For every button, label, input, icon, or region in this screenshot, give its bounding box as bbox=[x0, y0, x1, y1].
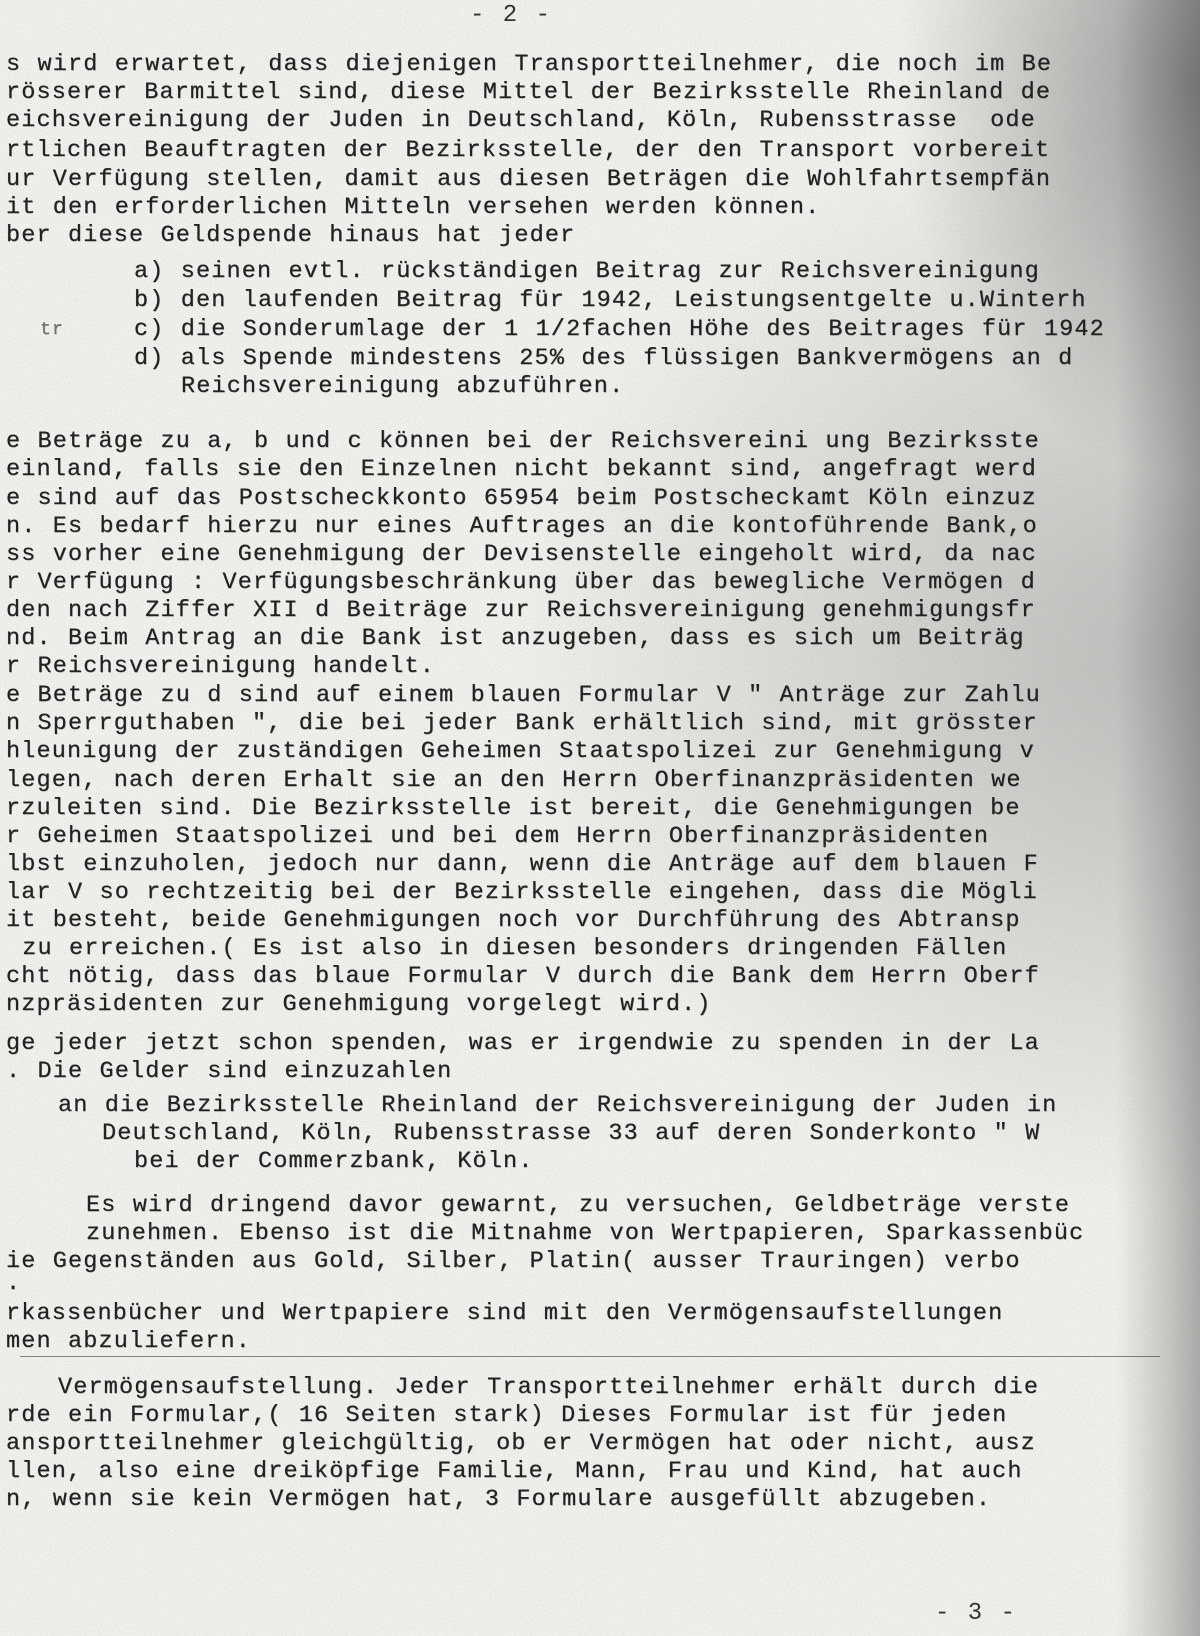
text-line: nzpräsidenten zur Genehmigung vorgelegt wird.) bbox=[6, 991, 712, 1018]
text-line: e sind auf das Postscheckkonto 65954 beim Postscheckamt Köln einzuz bbox=[6, 485, 1037, 512]
text-line: r Reichsvereinigung handelt. bbox=[6, 653, 436, 680]
text-line: hleunigung der zuständigen Geheimen Staatspolizei zur Genehmigung v bbox=[6, 738, 1035, 765]
text-line: rzuleiten sind. Die Bezirksstelle ist bereit, die Genehmigungen be bbox=[6, 795, 1021, 822]
section-heading-line: Vermögensaufstellung. Jeder Transportteilnehmer erhält durch die bbox=[58, 1374, 1040, 1401]
text-line: Es wird dringend davor gewarnt, zu versuchen, Geldbeträge verste bbox=[86, 1192, 1071, 1219]
text-line: rde ein Formular,( 16 Seiten stark) Dieses Formular ist für jeden bbox=[6, 1402, 1008, 1429]
text-line: r Geheimen Staatspolizei und bei dem Herrn Oberfinanzpräsidenten bbox=[6, 823, 990, 850]
text-line: e Beträge zu a, b und c können bei der Reichsvereini ung Bezirksste bbox=[6, 428, 1040, 455]
list-item-c: c) die Sonderumlage der 1 1/2fachen Höhe des Beitrages für 1942 bbox=[134, 316, 1105, 343]
text-line: rkassenbücher und Wertpapiere sind mit den Vermögensaufstellungen bbox=[6, 1300, 1004, 1327]
separator-rule bbox=[20, 1356, 1160, 1357]
text-line: r Verfügung : Verfügungsbeschränkung über das bewegliche Vermögen d bbox=[6, 569, 1036, 596]
text-line: einland, falls sie den Einzelnen nicht bekannt sind, angefragt werd bbox=[6, 456, 1037, 483]
text-line: it den erforderlichen Mitteln versehen werden können. bbox=[6, 194, 821, 221]
text-line: ie Gegenständen aus Gold, Silber, Platin( ausser Trauringen) verbo bbox=[6, 1248, 1021, 1275]
text-line: . bbox=[6, 1270, 22, 1297]
text-line: Deutschland, Köln, Rubensstrasse 33 auf deren Sonderkonto " W bbox=[102, 1120, 1041, 1147]
text-line: e Beträge zu d sind auf einem blauen Formular V " Anträge zur Zahlu bbox=[6, 682, 1041, 709]
text-line: ansportteilnehmer gleichgültig, ob er Vermögen hat oder nicht, ausz bbox=[6, 1430, 1036, 1457]
text-line: nd. Beim Antrag an die Bank ist anzugeben, dass es sich um Beiträg bbox=[6, 625, 1025, 652]
text-line: men abzuliefern. bbox=[6, 1328, 252, 1355]
text-line: den nach Ziffer XII d Beiträge zur Reichsvereinigung genehmigungsfr bbox=[6, 597, 1036, 624]
page-number-top: - 2 - bbox=[470, 2, 553, 29]
text-line: zunehmen. Ebenso ist die Mitnahme von Wertpapieren, Sparkassenbüc bbox=[86, 1220, 1085, 1247]
list-item-d: d) als Spende mindestens 25% des flüssigen Bankvermögens an d bbox=[134, 345, 1074, 372]
text-line: an die Bezirksstelle Rheinland der Reichsvereinigung der Juden in bbox=[58, 1092, 1058, 1119]
text-line: rtlichen Beauftragten der Bezirksstelle, der den Transport vorbereit bbox=[6, 137, 1051, 164]
text-line: rösserer Barmittel sind, diese Mittel der Bezirksstelle Rheinland de bbox=[6, 79, 1052, 106]
list-item-a: a) seinen evtl. rückständigen Beitrag zur Reichsvereinigung bbox=[134, 258, 1040, 285]
text-line: llen, also eine dreiköpfige Familie, Mann, Frau und Kind, hat auch bbox=[6, 1458, 1023, 1485]
text-line: eichsvereinigung der Juden in Deutschland, Köln, Rubensstrasse ode bbox=[6, 107, 1036, 134]
text-line: legen, nach deren Erhalt sie an den Herrn Oberfinanzpräsidenten we bbox=[6, 767, 1022, 794]
text-line: it besteht, beide Genehmigungen noch vor Durchführung des Abtransp bbox=[6, 907, 1021, 934]
text-line: bei der Commerzbank, Köln. bbox=[134, 1148, 534, 1175]
list-item-b: b) den laufenden Beitrag für 1942, Leistungsentgelte u.Winterh bbox=[134, 287, 1087, 314]
text-line: . Die Gelder sind einzuzahlen bbox=[6, 1058, 453, 1085]
margin-fragment: tr bbox=[40, 320, 64, 340]
text-line: ss vorher eine Genehmigung der Devisenstelle eingeholt wird, da nac bbox=[6, 541, 1037, 568]
text-line: ur Verfügung stellen, damit aus diesen Beträgen die Wohlfahrtsempfän bbox=[6, 166, 1052, 193]
text-line: cht nötig, dass das blaue Formular V durch die Bank dem Herrn Oberf bbox=[6, 963, 1040, 990]
text-line: Reichsvereinigung abzuführen. bbox=[181, 373, 625, 400]
text-line: lar V so rechtzeitig bei der Bezirksstelle eingehen, dass die Mögli bbox=[6, 879, 1038, 906]
text-line: ber diese Geldspende hinaus hat jeder bbox=[6, 222, 576, 249]
text-line: n. Es bedarf hierzu nur eines Auftrages an die kontoführende Bank,o bbox=[6, 513, 1038, 540]
text-line: s wird erwartet, dass diejenigen Transportteilnehmer, die noch im Be bbox=[6, 51, 1053, 78]
text-line: lbst einzuholen, jedoch nur dann, wenn die Anträge auf dem blauen F bbox=[6, 851, 1039, 878]
text-line: ge jeder jetzt schon spenden, was er irgendwie zu spenden in der La bbox=[6, 1030, 1040, 1057]
page-number-bottom: - 3 - bbox=[935, 1600, 1018, 1627]
text-line: n, wenn sie kein Vermögen hat, 3 Formulare ausgefüllt abzugeben. bbox=[6, 1486, 992, 1513]
text-line: n Sperrguthaben ", die bei jeder Bank erhältlich sind, mit grösster bbox=[6, 710, 1038, 737]
text-line: zu erreichen.( Es ist also in diesen besonders dringenden Fällen bbox=[6, 935, 1008, 962]
